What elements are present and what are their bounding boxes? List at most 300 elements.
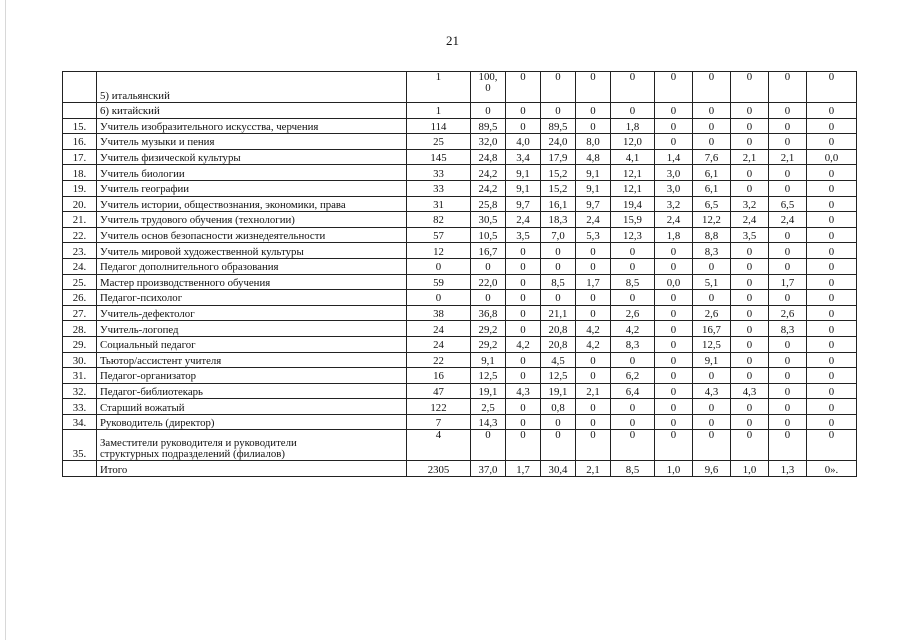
value-cell: 0 [506, 321, 541, 337]
table-row [63, 290, 857, 306]
table-row [63, 305, 857, 321]
value-cell: 0 [693, 103, 731, 119]
row-number: 25. [63, 274, 97, 290]
value-cell: 2,4 [769, 212, 807, 228]
value-cell: 0 [769, 383, 807, 399]
value-cell: 0 [611, 290, 655, 306]
value-cell: 0 [506, 274, 541, 290]
position-name: Педагог дополнительного образования [97, 258, 407, 274]
value-cell: 4,2 [506, 336, 541, 352]
value-cell: 8,3 [611, 336, 655, 352]
value-cell: 22 [407, 352, 471, 368]
value-cell: 8,3 [693, 243, 731, 259]
position-name: Учитель географии [97, 180, 407, 196]
position-name: Учитель мировой художественной культуры [97, 243, 407, 259]
value-cell: 16,7 [471, 243, 506, 259]
value-cell: 3,5 [731, 227, 769, 243]
value-cell: 12 [407, 243, 471, 259]
value-cell: 0 [731, 258, 769, 274]
value-cell: 0 [611, 352, 655, 368]
value-cell: 0 [655, 321, 693, 337]
position-name: Учитель изобразительного искусства, черчения [97, 118, 407, 134]
value-cell: 0 [807, 196, 857, 212]
position-name: Учитель основ безопасности жизнедеятельности [97, 227, 407, 243]
position-name: Учитель физической культуры [97, 149, 407, 165]
value-cell: 0 [807, 134, 857, 150]
row-number: 19. [63, 180, 97, 196]
value-cell: 0 [693, 414, 731, 430]
value-cell: 12,5 [541, 368, 576, 384]
value-cell: 2,4 [506, 212, 541, 228]
value-cell: 0 [731, 430, 769, 461]
value-cell: 57 [407, 227, 471, 243]
value-cell: 8,5 [541, 274, 576, 290]
value-cell: 1,8 [655, 227, 693, 243]
value-cell: 4,3 [731, 383, 769, 399]
value-cell: 32,0 [471, 134, 506, 150]
value-cell: 0 [731, 103, 769, 119]
value-cell: 0 [769, 336, 807, 352]
row-number: 35. [63, 430, 97, 461]
value-cell: 0 [807, 336, 857, 352]
value-cell: 2,6 [611, 305, 655, 321]
row-number: 29. [63, 336, 97, 352]
value-cell: 20,8 [541, 321, 576, 337]
value-cell: 0 [769, 290, 807, 306]
value-cell: 0 [731, 321, 769, 337]
value-cell: 0 [506, 305, 541, 321]
value-cell: 0 [655, 258, 693, 274]
value-cell: 0 [769, 399, 807, 415]
value-cell: 29,2 [471, 336, 506, 352]
value-cell: 3,0 [655, 165, 693, 181]
value-cell: 25 [407, 134, 471, 150]
value-cell: 0 [611, 243, 655, 259]
value-cell: 2,6 [693, 305, 731, 321]
value-cell: 0 [611, 72, 655, 103]
row-number [63, 72, 97, 103]
table-row [63, 149, 857, 165]
position-name: Учитель музыки и пения [97, 134, 407, 150]
value-cell: 4,0 [506, 134, 541, 150]
value-cell: 0 [407, 258, 471, 274]
table-row [63, 103, 857, 119]
row-number: 26. [63, 290, 97, 306]
value-cell: 36,8 [471, 305, 506, 321]
value-cell: 0 [655, 430, 693, 461]
table-row [63, 383, 857, 399]
value-cell: 6,5 [693, 196, 731, 212]
value-cell: 0 [541, 430, 576, 461]
value-cell: 6,2 [611, 368, 655, 384]
value-cell: 2,4 [655, 212, 693, 228]
row-number [63, 461, 97, 477]
value-cell: 0». [807, 461, 857, 477]
value-cell: 3,2 [731, 196, 769, 212]
value-cell: 0 [611, 258, 655, 274]
value-cell: 0 [471, 290, 506, 306]
page-number: 21 [446, 33, 459, 48]
value-cell: 0 [655, 368, 693, 384]
value-cell: 0 [655, 134, 693, 150]
value-cell: 0 [506, 290, 541, 306]
value-cell: 0 [731, 165, 769, 181]
value-cell: 4,1 [611, 149, 655, 165]
value-cell: 4,2 [576, 336, 611, 352]
value-cell: 0 [731, 336, 769, 352]
value-cell: 0 [769, 352, 807, 368]
value-cell: 12,5 [693, 336, 731, 352]
value-cell: 2,4 [576, 212, 611, 228]
value-cell: 24,2 [471, 180, 506, 196]
value-cell: 0 [807, 227, 857, 243]
value-cell: 145 [407, 149, 471, 165]
value-cell: 12,0 [611, 134, 655, 150]
value-cell: 33 [407, 180, 471, 196]
value-cell: 17,9 [541, 149, 576, 165]
table-row [63, 414, 857, 430]
value-cell: 6,4 [611, 383, 655, 399]
value-cell: 15,9 [611, 212, 655, 228]
value-cell: 12,5 [471, 368, 506, 384]
value-cell: 0 [731, 243, 769, 259]
value-cell: 0 [769, 72, 807, 103]
value-cell: 0 [693, 430, 731, 461]
value-cell: 0 [576, 430, 611, 461]
row-number: 23. [63, 243, 97, 259]
value-cell: 14,3 [471, 414, 506, 430]
value-cell: 0 [731, 352, 769, 368]
value-cell: 24 [407, 336, 471, 352]
value-cell: 9,6 [693, 461, 731, 477]
table-row [63, 165, 857, 181]
table-row [63, 258, 857, 274]
table-row [63, 399, 857, 415]
value-cell: 0 [576, 290, 611, 306]
value-cell: 16 [407, 368, 471, 384]
value-cell: 4,5 [541, 352, 576, 368]
value-cell: 0 [693, 118, 731, 134]
value-cell: 0 [769, 414, 807, 430]
value-cell: 0 [807, 258, 857, 274]
row-number: 28. [63, 321, 97, 337]
value-cell: 25,8 [471, 196, 506, 212]
value-cell: 9,7 [506, 196, 541, 212]
value-cell: 20,8 [541, 336, 576, 352]
value-cell: 114 [407, 118, 471, 134]
value-cell: 1,0 [655, 461, 693, 477]
value-cell: 1,0 [731, 461, 769, 477]
value-cell: 0 [576, 258, 611, 274]
value-cell: 7,6 [693, 149, 731, 165]
value-cell: 0,0 [807, 149, 857, 165]
position-name: Педагог-организатор [97, 368, 407, 384]
value-cell: 19,4 [611, 196, 655, 212]
value-cell: 0 [807, 165, 857, 181]
row-number: 21. [63, 212, 97, 228]
row-number: 18. [63, 165, 97, 181]
staff-table [62, 71, 857, 477]
value-cell: 24,2 [471, 165, 506, 181]
value-cell: 0 [541, 414, 576, 430]
table-row [63, 72, 857, 103]
value-cell: 0 [506, 399, 541, 415]
value-cell: 19,1 [541, 383, 576, 399]
value-cell: 0 [807, 212, 857, 228]
value-cell: 7,0 [541, 227, 576, 243]
value-cell: 0 [807, 72, 857, 103]
position-name: Социальный педагог [97, 336, 407, 352]
value-cell: 2,1 [576, 383, 611, 399]
position-name: Учитель-логопед [97, 321, 407, 337]
value-cell: 0 [807, 414, 857, 430]
value-cell: 0 [576, 243, 611, 259]
value-cell: 0 [407, 290, 471, 306]
value-cell: 0 [611, 414, 655, 430]
value-cell: 9,1 [576, 180, 611, 196]
value-cell: 0 [731, 72, 769, 103]
row-number: 24. [63, 258, 97, 274]
value-cell: 0 [807, 399, 857, 415]
value-cell: 89,5 [471, 118, 506, 134]
value-cell: 8,0 [576, 134, 611, 150]
page-edge-line [5, 0, 6, 640]
row-number: 22. [63, 227, 97, 243]
value-cell: 0,8 [541, 399, 576, 415]
value-cell: 0 [655, 290, 693, 306]
value-cell: 0 [471, 103, 506, 119]
position-name: Итого [97, 461, 407, 477]
value-cell: 1,3 [769, 461, 807, 477]
position-name: Педагог-библиотекарь [97, 383, 407, 399]
value-cell: 0 [576, 103, 611, 119]
value-cell: 0 [731, 368, 769, 384]
value-cell: 0 [731, 399, 769, 415]
value-cell: 0 [506, 258, 541, 274]
value-cell: 1 [407, 103, 471, 119]
value-cell: 24,8 [471, 149, 506, 165]
value-cell: 0 [693, 399, 731, 415]
value-cell: 0 [506, 72, 541, 103]
position-name: Учитель трудового обучения (технологии) [97, 212, 407, 228]
value-cell: 24 [407, 321, 471, 337]
value-cell: 0 [655, 72, 693, 103]
value-cell: 5,1 [693, 274, 731, 290]
row-number: 15. [63, 118, 97, 134]
value-cell: 1,7 [576, 274, 611, 290]
value-cell: 0 [769, 118, 807, 134]
value-cell: 15,2 [541, 165, 576, 181]
table-row [63, 368, 857, 384]
value-cell: 89,5 [541, 118, 576, 134]
value-cell: 3,5 [506, 227, 541, 243]
position-name: Тьютор/ассистент учителя [97, 352, 407, 368]
value-cell: 0 [541, 243, 576, 259]
value-cell: 4,3 [693, 383, 731, 399]
value-cell: 0 [576, 414, 611, 430]
value-cell: 0 [769, 227, 807, 243]
value-cell: 22,0 [471, 274, 506, 290]
value-cell: 0 [807, 274, 857, 290]
value-cell: 1,8 [611, 118, 655, 134]
value-cell: 0,0 [655, 274, 693, 290]
value-cell: 0 [807, 103, 857, 119]
value-cell: 0 [506, 118, 541, 134]
value-cell: 0 [506, 352, 541, 368]
table-row [63, 134, 857, 150]
value-cell: 0 [506, 243, 541, 259]
value-cell: 0 [655, 305, 693, 321]
value-cell: 0 [769, 368, 807, 384]
table-row [63, 180, 857, 196]
position-name: Педагог-психолог [97, 290, 407, 306]
row-number: 16. [63, 134, 97, 150]
value-cell: 0 [471, 430, 506, 461]
value-cell: 0 [655, 383, 693, 399]
value-cell: 0 [807, 180, 857, 196]
value-cell: 1,7 [769, 274, 807, 290]
value-cell: 30,5 [471, 212, 506, 228]
value-cell: 0 [807, 290, 857, 306]
position-name: Руководитель (директор) [97, 414, 407, 430]
table-row [63, 461, 857, 477]
value-cell: 0 [807, 118, 857, 134]
value-cell: 0 [769, 165, 807, 181]
value-cell: 16,7 [693, 321, 731, 337]
value-cell: 0 [541, 290, 576, 306]
value-cell: 2,4 [731, 212, 769, 228]
row-number: 27. [63, 305, 97, 321]
value-cell: 0 [471, 258, 506, 274]
value-cell: 0 [541, 72, 576, 103]
value-cell: 0 [655, 352, 693, 368]
value-cell: 0 [693, 290, 731, 306]
value-cell: 18,3 [541, 212, 576, 228]
value-cell: 8,5 [611, 461, 655, 477]
value-cell: 59 [407, 274, 471, 290]
value-cell: 1 [407, 72, 471, 103]
value-cell: 5,3 [576, 227, 611, 243]
value-cell: 0 [731, 305, 769, 321]
table-row [63, 336, 857, 352]
value-cell: 9,1 [576, 165, 611, 181]
value-cell: 0 [506, 103, 541, 119]
value-cell: 12,2 [693, 212, 731, 228]
value-cell: 0 [769, 180, 807, 196]
value-cell: 0 [693, 368, 731, 384]
row-number: 32. [63, 383, 97, 399]
value-cell: 24,0 [541, 134, 576, 150]
value-cell: 0 [769, 258, 807, 274]
table-row [63, 118, 857, 134]
value-cell: 0 [576, 118, 611, 134]
value-cell: 8,3 [769, 321, 807, 337]
position-name: 5) итальянский [97, 72, 407, 103]
value-cell: 8,8 [693, 227, 731, 243]
value-cell: 0 [576, 399, 611, 415]
value-cell: 19,1 [471, 383, 506, 399]
value-cell: 9,1 [506, 180, 541, 196]
value-cell: 2,1 [731, 149, 769, 165]
position-name: Старший вожатый [97, 399, 407, 415]
value-cell: 0 [576, 368, 611, 384]
value-cell: 0 [731, 414, 769, 430]
value-cell: 4 [407, 430, 471, 461]
table-row [63, 212, 857, 228]
value-cell: 0 [769, 430, 807, 461]
value-cell: 8,5 [611, 274, 655, 290]
value-cell: 3,4 [506, 149, 541, 165]
position-name: Учитель-дефектолог [97, 305, 407, 321]
value-cell: 47 [407, 383, 471, 399]
row-number: 17. [63, 149, 97, 165]
value-cell: 82 [407, 212, 471, 228]
value-cell: 1,4 [655, 149, 693, 165]
value-cell: 12,1 [611, 165, 655, 181]
value-cell: 37,0 [471, 461, 506, 477]
value-cell: 21,1 [541, 305, 576, 321]
value-cell: 4,2 [611, 321, 655, 337]
value-cell: 3,0 [655, 180, 693, 196]
value-cell: 15,2 [541, 180, 576, 196]
staff-table-body [63, 72, 857, 477]
value-cell: 0 [807, 305, 857, 321]
value-cell: 0 [611, 103, 655, 119]
value-cell: 0 [731, 118, 769, 134]
value-cell: 6,1 [693, 180, 731, 196]
row-number: 20. [63, 196, 97, 212]
value-cell: 7 [407, 414, 471, 430]
value-cell: 1,7 [506, 461, 541, 477]
value-cell: 0 [693, 134, 731, 150]
table-row [63, 274, 857, 290]
row-number: 30. [63, 352, 97, 368]
value-cell: 12,1 [611, 180, 655, 196]
value-cell: 0 [731, 180, 769, 196]
value-cell: 0 [611, 399, 655, 415]
value-cell: 0 [576, 305, 611, 321]
row-number: 31. [63, 368, 97, 384]
value-cell: 0 [506, 414, 541, 430]
value-cell: 0 [655, 103, 693, 119]
value-cell: 122 [407, 399, 471, 415]
position-name: Мастер производственного обучения [97, 274, 407, 290]
value-cell: 0 [807, 368, 857, 384]
value-cell: 0 [655, 399, 693, 415]
value-cell: 0 [693, 72, 731, 103]
row-number: 33. [63, 399, 97, 415]
value-cell: 29,2 [471, 321, 506, 337]
value-cell: 31 [407, 196, 471, 212]
position-name: Учитель истории, обществознания, экономики, права [97, 196, 407, 212]
value-cell: 2305 [407, 461, 471, 477]
value-cell: 0 [731, 134, 769, 150]
value-cell: 9,7 [576, 196, 611, 212]
value-cell: 0 [731, 290, 769, 306]
row-number [63, 103, 97, 119]
table-row [63, 352, 857, 368]
value-cell: 4,3 [506, 383, 541, 399]
value-cell: 0 [807, 352, 857, 368]
value-cell: 0 [807, 430, 857, 461]
value-cell: 0 [807, 243, 857, 259]
value-cell: 0 [576, 72, 611, 103]
position-name: Учитель биологии [97, 165, 407, 181]
value-cell: 6,1 [693, 165, 731, 181]
value-cell: 9,1 [693, 352, 731, 368]
value-cell: 0 [769, 103, 807, 119]
table-row [63, 243, 857, 259]
